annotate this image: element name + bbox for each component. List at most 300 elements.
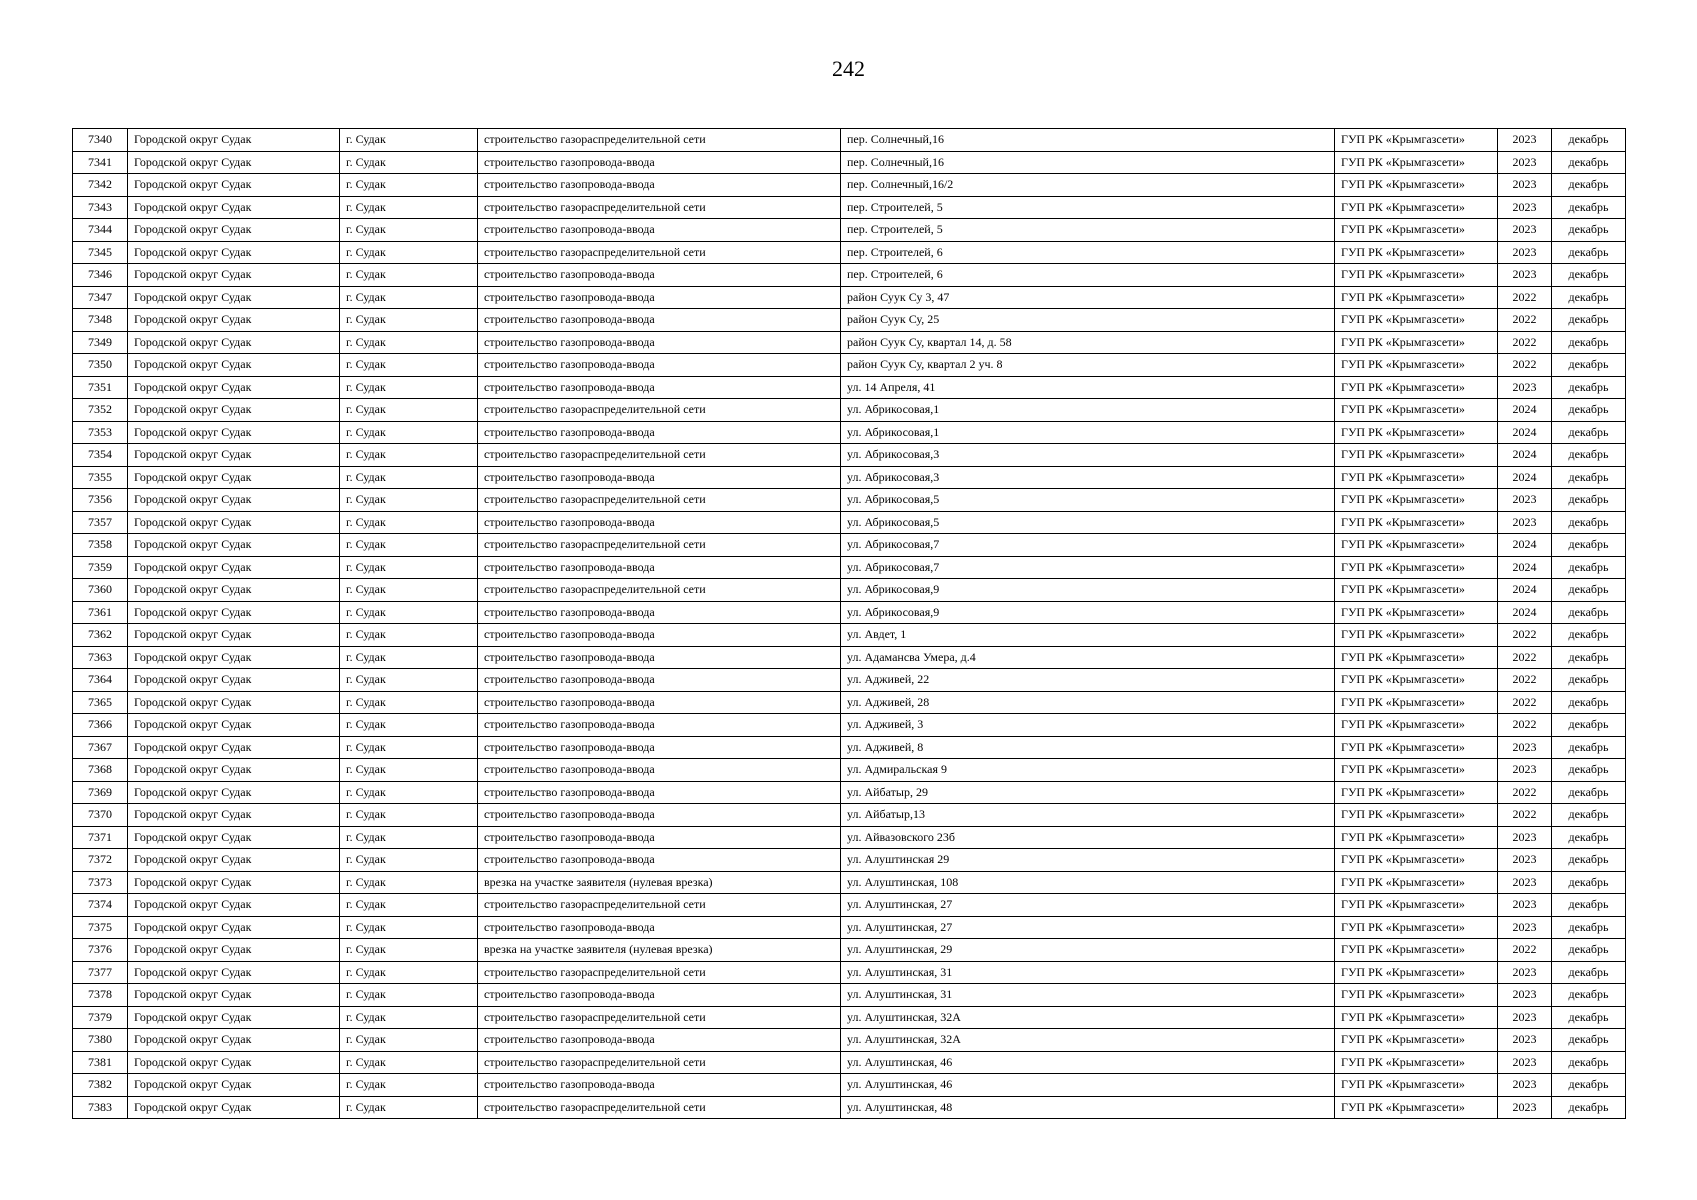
- organization-cell: ГУП РК «Крымгазсети»: [1335, 759, 1498, 782]
- address-cell: ул. Алуштинская, 108: [841, 871, 1335, 894]
- month-cell: декабрь: [1552, 939, 1626, 962]
- table-row: [73, 376, 1626, 399]
- table-row: [73, 714, 1626, 737]
- organization-cell: ГУП РК «Крымгазсети»: [1335, 804, 1498, 827]
- row-number: 7342: [73, 174, 128, 197]
- district-cell: Городской округ Судак: [128, 1051, 340, 1074]
- row-number: 7344: [73, 219, 128, 242]
- address-cell: ул. Алуштинская, 27: [841, 894, 1335, 917]
- month-cell: декабрь: [1552, 466, 1626, 489]
- work-type-cell: строительство газораспределительной сети: [478, 399, 841, 422]
- table-row: [73, 399, 1626, 422]
- month-cell: декабрь: [1552, 736, 1626, 759]
- year-cell: 2024: [1498, 421, 1552, 444]
- month-cell: декабрь: [1552, 894, 1626, 917]
- year-cell: 2023: [1498, 241, 1552, 264]
- row-number: 7343: [73, 196, 128, 219]
- city-cell: г. Судак: [340, 781, 478, 804]
- city-cell: г. Судак: [340, 1051, 478, 1074]
- table-row: [73, 286, 1626, 309]
- row-number: 7377: [73, 961, 128, 984]
- district-cell: Городской округ Судак: [128, 331, 340, 354]
- work-type-cell: строительство газораспределительной сети: [478, 961, 841, 984]
- city-cell: г. Судак: [340, 759, 478, 782]
- month-cell: декабрь: [1552, 691, 1626, 714]
- organization-cell: ГУП РК «Крымгазсети»: [1335, 286, 1498, 309]
- work-type-cell: строительство газопровода-ввода: [478, 219, 841, 242]
- month-cell: декабрь: [1552, 421, 1626, 444]
- city-cell: г. Судак: [340, 961, 478, 984]
- year-cell: 2023: [1498, 849, 1552, 872]
- work-type-cell: строительство газопровода-ввода: [478, 601, 841, 624]
- row-number: 7356: [73, 489, 128, 512]
- address-cell: ул. Алуштинская, 46: [841, 1051, 1335, 1074]
- year-cell: 2024: [1498, 601, 1552, 624]
- table-row: [73, 129, 1626, 152]
- year-cell: 2022: [1498, 691, 1552, 714]
- row-number: 7360: [73, 579, 128, 602]
- organization-cell: ГУП РК «Крымгазсети»: [1335, 781, 1498, 804]
- district-cell: Городской округ Судак: [128, 669, 340, 692]
- row-number: 7351: [73, 376, 128, 399]
- address-cell: ул. Айбатыр, 29: [841, 781, 1335, 804]
- month-cell: декабрь: [1552, 1006, 1626, 1029]
- month-cell: декабрь: [1552, 849, 1626, 872]
- district-cell: Городской округ Судак: [128, 534, 340, 557]
- year-cell: 2023: [1498, 174, 1552, 197]
- work-type-cell: строительство газопровода-ввода: [478, 466, 841, 489]
- address-cell: ул. Айвазовского 23б: [841, 826, 1335, 849]
- row-number: 7340: [73, 129, 128, 152]
- district-cell: Городской округ Судак: [128, 714, 340, 737]
- month-cell: декабрь: [1552, 151, 1626, 174]
- year-cell: 2023: [1498, 736, 1552, 759]
- address-cell: ул. Абрикосовая,9: [841, 601, 1335, 624]
- month-cell: декабрь: [1552, 444, 1626, 467]
- address-cell: ул. Алуштинская, 48: [841, 1096, 1335, 1119]
- organization-cell: ГУП РК «Крымгазсети»: [1335, 916, 1498, 939]
- row-number: 7353: [73, 421, 128, 444]
- row-number: 7367: [73, 736, 128, 759]
- organization-cell: ГУП РК «Крымгазсети»: [1335, 601, 1498, 624]
- city-cell: г. Судак: [340, 264, 478, 287]
- address-cell: ул. Алуштинская, 32А: [841, 1029, 1335, 1052]
- district-cell: Городской округ Судак: [128, 826, 340, 849]
- organization-cell: ГУП РК «Крымгазсети»: [1335, 646, 1498, 669]
- district-cell: Городской округ Судак: [128, 489, 340, 512]
- row-number: 7365: [73, 691, 128, 714]
- row-number: 7346: [73, 264, 128, 287]
- work-type-cell: строительство газораспределительной сети: [478, 894, 841, 917]
- table-row: [73, 1029, 1626, 1052]
- month-cell: декабрь: [1552, 174, 1626, 197]
- city-cell: г. Судак: [340, 309, 478, 332]
- work-type-cell: строительство газопровода-ввода: [478, 151, 841, 174]
- district-cell: Городской округ Судак: [128, 174, 340, 197]
- city-cell: г. Судак: [340, 1096, 478, 1119]
- table-row: [73, 579, 1626, 602]
- organization-cell: ГУП РК «Крымгазсети»: [1335, 894, 1498, 917]
- organization-cell: ГУП РК «Крымгазсети»: [1335, 331, 1498, 354]
- city-cell: г. Судак: [340, 466, 478, 489]
- district-cell: Городской округ Судак: [128, 286, 340, 309]
- organization-cell: ГУП РК «Крымгазсети»: [1335, 1006, 1498, 1029]
- row-number: 7375: [73, 916, 128, 939]
- address-cell: район Суук Су, 25: [841, 309, 1335, 332]
- month-cell: декабрь: [1552, 714, 1626, 737]
- district-cell: Городской округ Судак: [128, 219, 340, 242]
- month-cell: декабрь: [1552, 1074, 1626, 1097]
- month-cell: декабрь: [1552, 331, 1626, 354]
- month-cell: декабрь: [1552, 1051, 1626, 1074]
- month-cell: декабрь: [1552, 1096, 1626, 1119]
- work-type-cell: строительство газораспределительной сети: [478, 1006, 841, 1029]
- month-cell: декабрь: [1552, 511, 1626, 534]
- table-row: [73, 151, 1626, 174]
- district-cell: Городской округ Судак: [128, 804, 340, 827]
- district-cell: Городской округ Судак: [128, 511, 340, 534]
- district-cell: Городской округ Судак: [128, 579, 340, 602]
- row-number: 7350: [73, 354, 128, 377]
- address-cell: пер. Солнечный,16: [841, 151, 1335, 174]
- organization-cell: ГУП РК «Крымгазсети»: [1335, 826, 1498, 849]
- work-type-cell: врезка на участке заявителя (нулевая врезка): [478, 939, 841, 962]
- table-row: [73, 556, 1626, 579]
- organization-cell: ГУП РК «Крымгазсети»: [1335, 714, 1498, 737]
- district-cell: Городской округ Судак: [128, 444, 340, 467]
- work-type-cell: строительство газопровода-ввода: [478, 376, 841, 399]
- work-type-cell: строительство газораспределительной сети: [478, 1096, 841, 1119]
- work-type-cell: строительство газопровода-ввода: [478, 916, 841, 939]
- table-row: [73, 826, 1626, 849]
- organization-cell: ГУП РК «Крымгазсети»: [1335, 984, 1498, 1007]
- row-number: 7348: [73, 309, 128, 332]
- city-cell: г. Судак: [340, 579, 478, 602]
- month-cell: декабрь: [1552, 916, 1626, 939]
- work-type-cell: строительство газопровода-ввода: [478, 759, 841, 782]
- table-row: [73, 669, 1626, 692]
- city-cell: г. Судак: [340, 444, 478, 467]
- district-cell: Городской округ Судак: [128, 691, 340, 714]
- address-cell: ул. Авдет, 1: [841, 624, 1335, 647]
- table-row: [73, 219, 1626, 242]
- organization-cell: ГУП РК «Крымгазсети»: [1335, 534, 1498, 557]
- work-type-cell: строительство газопровода-ввода: [478, 984, 841, 1007]
- month-cell: декабрь: [1552, 556, 1626, 579]
- month-cell: декабрь: [1552, 354, 1626, 377]
- district-cell: Городской округ Судак: [128, 736, 340, 759]
- table-row: [73, 196, 1626, 219]
- address-cell: район Суук Су, квартал 14, д. 58: [841, 331, 1335, 354]
- city-cell: г. Судак: [340, 151, 478, 174]
- month-cell: декабрь: [1552, 1029, 1626, 1052]
- row-number: 7345: [73, 241, 128, 264]
- month-cell: декабрь: [1552, 759, 1626, 782]
- district-cell: Городской округ Судак: [128, 129, 340, 152]
- year-cell: 2023: [1498, 826, 1552, 849]
- registry-table: [72, 128, 1626, 1119]
- row-number: 7374: [73, 894, 128, 917]
- city-cell: г. Судак: [340, 399, 478, 422]
- city-cell: г. Судак: [340, 331, 478, 354]
- address-cell: ул. Алуштинская, 46: [841, 1074, 1335, 1097]
- year-cell: 2023: [1498, 1006, 1552, 1029]
- district-cell: Городской округ Судак: [128, 849, 340, 872]
- address-cell: ул. Абрикосовая,1: [841, 421, 1335, 444]
- month-cell: декабрь: [1552, 961, 1626, 984]
- district-cell: Городской округ Судак: [128, 871, 340, 894]
- city-cell: г. Судак: [340, 219, 478, 242]
- year-cell: 2024: [1498, 556, 1552, 579]
- table-row: [73, 444, 1626, 467]
- city-cell: г. Судак: [340, 1029, 478, 1052]
- address-cell: ул. Адамансва Умера, д.4: [841, 646, 1335, 669]
- district-cell: Городской округ Судак: [128, 309, 340, 332]
- year-cell: 2023: [1498, 511, 1552, 534]
- year-cell: 2022: [1498, 939, 1552, 962]
- row-number: 7354: [73, 444, 128, 467]
- district-cell: Городской округ Судак: [128, 466, 340, 489]
- city-cell: г. Судак: [340, 849, 478, 872]
- row-number: 7362: [73, 624, 128, 647]
- year-cell: 2024: [1498, 466, 1552, 489]
- district-cell: Городской округ Судак: [128, 961, 340, 984]
- address-cell: ул. Абрикосовая,3: [841, 466, 1335, 489]
- address-cell: ул. Алуштинская 29: [841, 849, 1335, 872]
- organization-cell: ГУП РК «Крымгазсети»: [1335, 624, 1498, 647]
- organization-cell: ГУП РК «Крымгазсети»: [1335, 849, 1498, 872]
- address-cell: ул. Айбатыр,13: [841, 804, 1335, 827]
- table-row: [73, 354, 1626, 377]
- address-cell: ул. Абрикосовая,1: [841, 399, 1335, 422]
- address-cell: пер. Солнечный,16/2: [841, 174, 1335, 197]
- organization-cell: ГУП РК «Крымгазсети»: [1335, 511, 1498, 534]
- month-cell: декабрь: [1552, 984, 1626, 1007]
- work-type-cell: строительство газораспределительной сети: [478, 129, 841, 152]
- address-cell: ул. Адживей, 3: [841, 714, 1335, 737]
- month-cell: декабрь: [1552, 601, 1626, 624]
- month-cell: декабрь: [1552, 826, 1626, 849]
- organization-cell: ГУП РК «Крымгазсети»: [1335, 556, 1498, 579]
- address-cell: ул. Адживей, 28: [841, 691, 1335, 714]
- row-number: 7368: [73, 759, 128, 782]
- address-cell: пер. Строителей, 5: [841, 219, 1335, 242]
- month-cell: декабрь: [1552, 871, 1626, 894]
- table-row: [73, 804, 1626, 827]
- district-cell: Городской округ Судак: [128, 151, 340, 174]
- row-number: 7376: [73, 939, 128, 962]
- work-type-cell: строительство газопровода-ввода: [478, 174, 841, 197]
- work-type-cell: строительство газопровода-ввода: [478, 781, 841, 804]
- row-number: 7370: [73, 804, 128, 827]
- organization-cell: ГУП РК «Крымгазсети»: [1335, 174, 1498, 197]
- work-type-cell: строительство газопровода-ввода: [478, 849, 841, 872]
- organization-cell: ГУП РК «Крымгазсети»: [1335, 736, 1498, 759]
- district-cell: Городской округ Судак: [128, 1074, 340, 1097]
- table-row: [73, 601, 1626, 624]
- district-cell: Городской округ Судак: [128, 916, 340, 939]
- year-cell: 2022: [1498, 714, 1552, 737]
- work-type-cell: строительство газопровода-ввода: [478, 1029, 841, 1052]
- city-cell: г. Судак: [340, 286, 478, 309]
- year-cell: 2022: [1498, 646, 1552, 669]
- organization-cell: ГУП РК «Крымгазсети»: [1335, 151, 1498, 174]
- address-cell: ул. Абрикосовая,5: [841, 489, 1335, 512]
- district-cell: Городской округ Судак: [128, 196, 340, 219]
- district-cell: Городской округ Судак: [128, 646, 340, 669]
- city-cell: г. Судак: [340, 691, 478, 714]
- year-cell: 2023: [1498, 1051, 1552, 1074]
- work-type-cell: строительство газораспределительной сети: [478, 1051, 841, 1074]
- row-number: 7352: [73, 399, 128, 422]
- organization-cell: ГУП РК «Крымгазсети»: [1335, 961, 1498, 984]
- month-cell: декабрь: [1552, 669, 1626, 692]
- registry-body: [73, 129, 1626, 1119]
- month-cell: декабрь: [1552, 196, 1626, 219]
- organization-cell: ГУП РК «Крымгазсети»: [1335, 196, 1498, 219]
- address-cell: район Суук Су 3, 47: [841, 286, 1335, 309]
- table-row: [73, 894, 1626, 917]
- row-number: 7366: [73, 714, 128, 737]
- organization-cell: ГУП РК «Крымгазсети»: [1335, 1074, 1498, 1097]
- city-cell: г. Судак: [340, 939, 478, 962]
- address-cell: ул. Адмиральская 9: [841, 759, 1335, 782]
- city-cell: г. Судак: [340, 916, 478, 939]
- city-cell: г. Судак: [340, 556, 478, 579]
- city-cell: г. Судак: [340, 421, 478, 444]
- year-cell: 2024: [1498, 444, 1552, 467]
- table-row: [73, 1074, 1626, 1097]
- work-type-cell: строительство газопровода-ввода: [478, 309, 841, 332]
- year-cell: 2022: [1498, 286, 1552, 309]
- year-cell: 2022: [1498, 331, 1552, 354]
- work-type-cell: строительство газораспределительной сети: [478, 241, 841, 264]
- work-type-cell: строительство газопровода-ввода: [478, 624, 841, 647]
- row-number: 7364: [73, 669, 128, 692]
- city-cell: г. Судак: [340, 1006, 478, 1029]
- row-number: 7347: [73, 286, 128, 309]
- organization-cell: ГУП РК «Крымгазсети»: [1335, 691, 1498, 714]
- year-cell: 2023: [1498, 376, 1552, 399]
- table-row: [73, 961, 1626, 984]
- year-cell: 2023: [1498, 489, 1552, 512]
- year-cell: 2023: [1498, 984, 1552, 1007]
- work-type-cell: строительство газопровода-ввода: [478, 264, 841, 287]
- address-cell: ул. Алуштинская, 31: [841, 984, 1335, 1007]
- district-cell: Городской округ Судак: [128, 1006, 340, 1029]
- year-cell: 2023: [1498, 961, 1552, 984]
- work-type-cell: строительство газопровода-ввода: [478, 1074, 841, 1097]
- year-cell: 2023: [1498, 151, 1552, 174]
- address-cell: ул. Абрикосовая,5: [841, 511, 1335, 534]
- work-type-cell: строительство газопровода-ввода: [478, 331, 841, 354]
- address-cell: ул. Абрикосовая,7: [841, 534, 1335, 557]
- city-cell: г. Судак: [340, 714, 478, 737]
- organization-cell: ГУП РК «Крымгазсети»: [1335, 466, 1498, 489]
- organization-cell: ГУП РК «Крымгазсети»: [1335, 1029, 1498, 1052]
- organization-cell: ГУП РК «Крымгазсети»: [1335, 376, 1498, 399]
- month-cell: декабрь: [1552, 399, 1626, 422]
- month-cell: декабрь: [1552, 624, 1626, 647]
- district-cell: Городской округ Судак: [128, 376, 340, 399]
- table-row: [73, 534, 1626, 557]
- district-cell: Городской округ Судак: [128, 354, 340, 377]
- row-number: 7369: [73, 781, 128, 804]
- table-row: [73, 849, 1626, 872]
- month-cell: декабрь: [1552, 309, 1626, 332]
- year-cell: 2023: [1498, 1096, 1552, 1119]
- year-cell: 2024: [1498, 399, 1552, 422]
- district-cell: Городской округ Судак: [128, 781, 340, 804]
- district-cell: Городской округ Судак: [128, 939, 340, 962]
- table-row: [73, 309, 1626, 332]
- city-cell: г. Судак: [340, 624, 478, 647]
- city-cell: г. Судак: [340, 669, 478, 692]
- organization-cell: ГУП РК «Крымгазсети»: [1335, 669, 1498, 692]
- work-type-cell: строительство газопровода-ввода: [478, 511, 841, 534]
- month-cell: декабрь: [1552, 241, 1626, 264]
- organization-cell: ГУП РК «Крымгазсети»: [1335, 399, 1498, 422]
- work-type-cell: строительство газопровода-ввода: [478, 354, 841, 377]
- table-row: [73, 264, 1626, 287]
- table-row: [73, 489, 1626, 512]
- month-cell: декабрь: [1552, 646, 1626, 669]
- city-cell: г. Судак: [340, 241, 478, 264]
- year-cell: 2023: [1498, 916, 1552, 939]
- table-row: [73, 624, 1626, 647]
- address-cell: пер. Строителей, 6: [841, 241, 1335, 264]
- city-cell: г. Судак: [340, 376, 478, 399]
- district-cell: Городской округ Судак: [128, 1029, 340, 1052]
- address-cell: район Суук Су, квартал 2 уч. 8: [841, 354, 1335, 377]
- table-row: [73, 1051, 1626, 1074]
- district-cell: Городской округ Судак: [128, 984, 340, 1007]
- work-type-cell: строительство газопровода-ввода: [478, 286, 841, 309]
- month-cell: декабрь: [1552, 376, 1626, 399]
- work-type-cell: строительство газопровода-ввода: [478, 691, 841, 714]
- city-cell: г. Судак: [340, 196, 478, 219]
- table-row: [73, 174, 1626, 197]
- table-row: [73, 511, 1626, 534]
- year-cell: 2023: [1498, 196, 1552, 219]
- page-number: 242: [832, 56, 865, 81]
- city-cell: г. Судак: [340, 534, 478, 557]
- work-type-cell: строительство газопровода-ввода: [478, 556, 841, 579]
- address-cell: ул. Абрикосовая,3: [841, 444, 1335, 467]
- work-type-cell: врезка на участке заявителя (нулевая врезка): [478, 871, 841, 894]
- year-cell: 2024: [1498, 579, 1552, 602]
- organization-cell: ГУП РК «Крымгазсети»: [1335, 129, 1498, 152]
- year-cell: 2022: [1498, 804, 1552, 827]
- table-row: [73, 331, 1626, 354]
- work-type-cell: строительство газораспределительной сети: [478, 196, 841, 219]
- work-type-cell: строительство газопровода-ввода: [478, 421, 841, 444]
- work-type-cell: строительство газопровода-ввода: [478, 646, 841, 669]
- address-cell: пер. Солнечный,16: [841, 129, 1335, 152]
- year-cell: 2024: [1498, 534, 1552, 557]
- city-cell: г. Судак: [340, 871, 478, 894]
- row-number: 7341: [73, 151, 128, 174]
- organization-cell: ГУП РК «Крымгазсети»: [1335, 939, 1498, 962]
- row-number: 7378: [73, 984, 128, 1007]
- work-type-cell: строительство газопровода-ввода: [478, 826, 841, 849]
- address-cell: ул. Алуштинская, 32А: [841, 1006, 1335, 1029]
- organization-cell: ГУП РК «Крымгазсети»: [1335, 241, 1498, 264]
- month-cell: декабрь: [1552, 219, 1626, 242]
- organization-cell: ГУП РК «Крымгазсети»: [1335, 444, 1498, 467]
- table-row: [73, 421, 1626, 444]
- row-number: 7382: [73, 1074, 128, 1097]
